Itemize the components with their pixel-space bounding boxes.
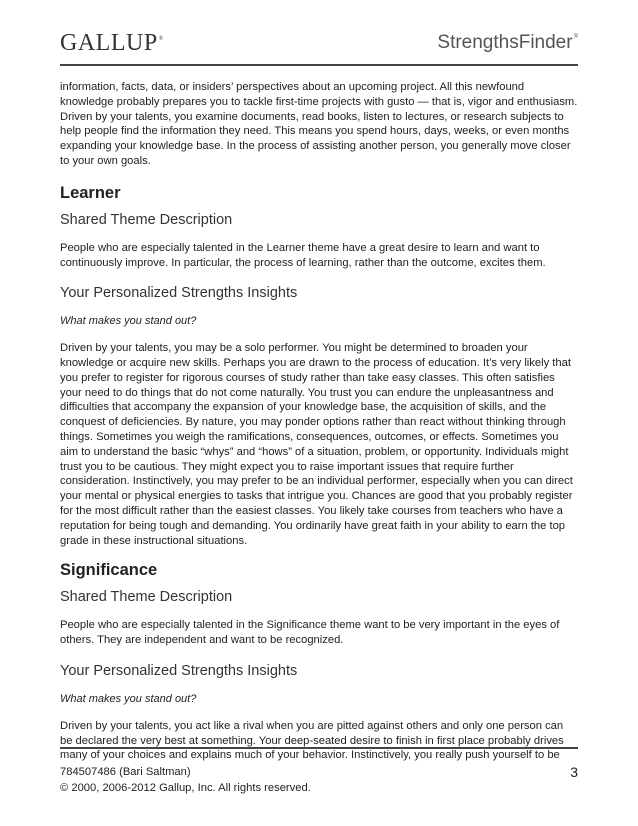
shared-theme-heading: Shared Theme Description [60,589,233,606]
shared-theme-text: People who are especially talented in the Significance theme want to be very important in the eyes of others. They are independent and want to be recognized. [60,619,560,647]
page-number: 3 [570,764,578,780]
logo-registered-mark: ® [158,36,164,42]
insights-text: Driven by your talents, you may be a solo performer. You might be determined to broaden your knowledge or acquire new skills. Perhaps you are drawn to the process of education. It’s very likely that you prefer to register for rigorous courses of study rather than take easy classes. This often satisfies your need to do things that do not come naturally. You trust you can endure the unpleasantness and difficulties that accompany the expansion of your knowledge base, the acquisition of skills, and the conquest of deficiencies. By nature, you may ponder options rather than react without thinking through things. Sometimes you weigh the ramifications, consequences, outcomes, or effects. Sometimes you aim to understand the basic “whys” and “hows” of a situation, problem, or opportunity. Individuals might trust you to be cautious. They might expect you to raise important issues that require further consideration. Instinctively, you may prefer to be an individual performer, especially when you can direct your mental or physical energies to tasks that intrigue you. Chances are good that you probably register for the most difficult rather than the easiest classes. You likely take courses from teachers who have a reputation for being tough and demanding. You ordinarily have great faith in your ability to earn the top grade in these instructional situations. [60,342,573,547]
page-content [60,80,578,763]
insights-heading: Your Personalized Strengths Insights [60,285,298,302]
product-text: StrengthsFinder [437,32,573,53]
report-id: 784507486 (Bari Saltman) [60,766,191,778]
product-registered-mark: ® [573,34,578,40]
shared-theme-heading: Shared Theme Description [60,211,233,228]
page-header [60,30,578,62]
section-title-significance: Significance [60,561,158,580]
gallup-logo [60,30,164,57]
intro-paragraph: information, facts, data, or insiders’ perspectives about an upcoming project. All this newfound knowledge probably prepares you to tackle first-time projects with gusto — that is, vigor and enthusiasm. Driven by your talents, you examine documents, read books, listen to lectures, or research subjects to help people find the information they need. This means you spend hours, days, weeks, or even months expanding your knowledge base. In the process of assisting another person, you generally move closer to your own goals. [60,81,578,167]
logo-text: GALLUP [60,30,158,56]
footer-divider [60,747,578,749]
shared-theme-text: People who are especially talented in the Learner theme have a great desire to learn and want to continuously improve. In particular, the process of learning, rather than the outcome, excites them. [60,241,546,269]
insights-heading: Your Personalized Strengths Insights [60,662,298,679]
product-name [437,32,578,54]
copyright: © 2000, 2006-2012 Gallup, Inc. All rights reserved. [60,782,311,794]
header-divider [60,64,578,66]
insights-question: What makes you stand out? [60,315,197,328]
page-footer [60,764,578,796]
insights-text: Driven by your talents, you act like a rival when you are pitted against others and only one person can be declared the very best at something. Your deep-seated desire to finish in first place probably drives many of your choices and explains much of your behavior. Instinctively, you really push yourself to be [60,719,564,762]
section-title-learner: Learner [60,183,121,202]
insights-question: What makes you stand out? [60,692,197,705]
